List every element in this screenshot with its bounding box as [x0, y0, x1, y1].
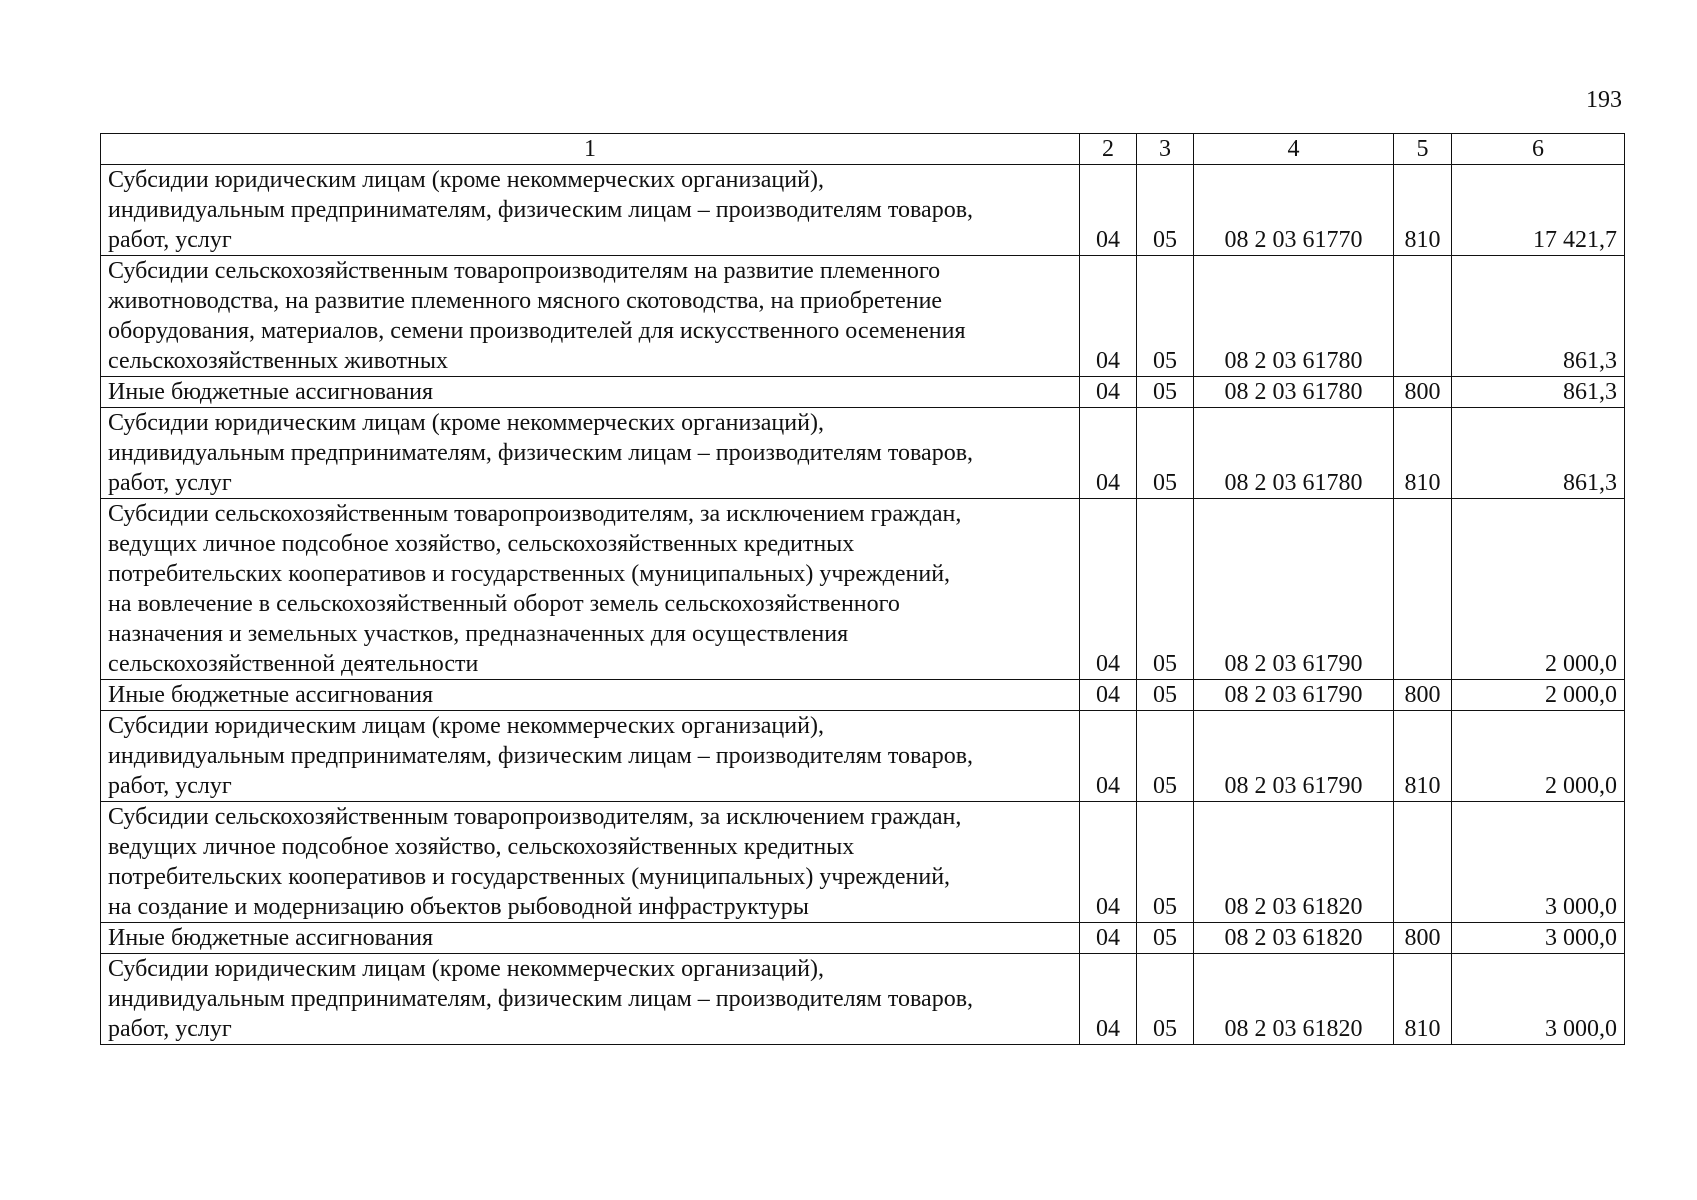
header-row — [101, 134, 1625, 165]
description-line: Субсидии юридическим лицам (кроме некоммерческих организаций), — [108, 713, 824, 739]
description-line: Субсидии сельскохозяйственным товаропроизводителям, за исключением граждан, — [108, 501, 962, 527]
description-line: сельскохозяйственных животных — [108, 348, 448, 374]
row-section-code: 04 — [1080, 802, 1137, 923]
row-amount: 17 421,7 — [1452, 165, 1625, 256]
page-number: 193 — [1586, 87, 1622, 113]
column-header-3: 3 — [1137, 134, 1194, 165]
row-subsection-code: 05 — [1137, 377, 1194, 408]
row-expense-type-code: 800 — [1394, 923, 1452, 954]
table-row — [101, 923, 1625, 954]
row-subsection-code: 05 — [1137, 499, 1194, 680]
row-section-code: 04 — [1080, 499, 1137, 680]
description-line: индивидуальным предпринимателям, физическим лицам – производителям товаров, — [108, 197, 974, 223]
description-line: Субсидии юридическим лицам (кроме некоммерческих организаций), — [108, 410, 824, 436]
row-section-code: 04 — [1080, 377, 1137, 408]
row-amount: 861,3 — [1452, 377, 1625, 408]
row-section-code: 04 — [1080, 256, 1137, 377]
row-description — [101, 954, 1080, 1045]
row-target-article-code: 08 2 03 61820 — [1194, 923, 1394, 954]
description-line: Субсидии сельскохозяйственным товаропроизводителям на развитие племенного — [108, 258, 941, 284]
row-subsection-code: 05 — [1137, 923, 1194, 954]
row-section-code: 04 — [1080, 680, 1137, 711]
table-row — [101, 408, 1625, 499]
column-header-4: 4 — [1194, 134, 1394, 165]
row-description — [101, 377, 1080, 408]
description-line: на вовлечение в сельскохозяйственный оборот земель сельскохозяйственного — [108, 591, 900, 617]
row-amount: 2 000,0 — [1452, 499, 1625, 680]
description-line: назначения и земельных участков, предназначенных для осуществления — [108, 621, 849, 647]
description-line: на создание и модернизацию объектов рыбоводной инфраструктуры — [108, 894, 809, 920]
row-target-article-code: 08 2 03 61790 — [1194, 680, 1394, 711]
description-line: работ, услуг — [108, 470, 232, 496]
row-expense-type-code: 800 — [1394, 680, 1452, 711]
row-expense-type-code — [1394, 499, 1452, 680]
row-amount: 2 000,0 — [1452, 680, 1625, 711]
row-target-article-code: 08 2 03 61780 — [1194, 377, 1394, 408]
column-header-6: 6 — [1452, 134, 1625, 165]
column-header-1: 1 — [101, 134, 1080, 165]
table-header — [101, 134, 1625, 165]
budget-table — [100, 133, 1625, 1045]
row-section-code: 04 — [1080, 165, 1137, 256]
row-target-article-code: 08 2 03 61780 — [1194, 408, 1394, 499]
row-target-article-code: 08 2 03 61820 — [1194, 954, 1394, 1045]
description-line: ведущих личное подсобное хозяйство, сельскохозяйственных кредитных — [108, 834, 855, 860]
row-amount: 861,3 — [1452, 256, 1625, 377]
row-expense-type-code: 800 — [1394, 377, 1452, 408]
row-description — [101, 499, 1080, 680]
description-line: работ, услуг — [108, 1016, 232, 1042]
row-section-code: 04 — [1080, 711, 1137, 802]
description-line: Субсидии юридическим лицам (кроме некоммерческих организаций), — [108, 956, 824, 982]
row-expense-type-code: 810 — [1394, 711, 1452, 802]
description-line: сельскохозяйственной деятельности — [108, 651, 479, 677]
description-line: индивидуальным предпринимателям, физическим лицам – производителям товаров, — [108, 986, 974, 1012]
row-expense-type-code: 810 — [1394, 954, 1452, 1045]
row-target-article-code: 08 2 03 61790 — [1194, 499, 1394, 680]
description-line: работ, услуг — [108, 227, 232, 253]
description-line: Субсидии юридическим лицам (кроме некоммерческих организаций), — [108, 167, 824, 193]
row-amount: 2 000,0 — [1452, 711, 1625, 802]
row-subsection-code: 05 — [1137, 711, 1194, 802]
row-description — [101, 802, 1080, 923]
row-description — [101, 256, 1080, 377]
description-line: индивидуальным предпринимателям, физическим лицам – производителям товаров, — [108, 743, 974, 769]
row-amount: 3 000,0 — [1452, 954, 1625, 1045]
column-header-2: 2 — [1080, 134, 1137, 165]
description-line: животноводства, на развитие племенного мясного скотоводства, на приобретение — [108, 288, 943, 314]
description-line: Иные бюджетные ассигнования — [108, 379, 433, 405]
row-section-code: 04 — [1080, 923, 1137, 954]
row-section-code: 04 — [1080, 408, 1137, 499]
row-amount: 3 000,0 — [1452, 923, 1625, 954]
row-expense-type-code: 810 — [1394, 165, 1452, 256]
table-row — [101, 499, 1625, 680]
description-line: потребительских кооперативов и государственных (муниципальных) учреждений, — [108, 561, 951, 587]
description-line: Иные бюджетные ассигнования — [108, 925, 433, 951]
row-description — [101, 165, 1080, 256]
description-line: работ, услуг — [108, 773, 232, 799]
row-subsection-code: 05 — [1137, 954, 1194, 1045]
row-subsection-code: 05 — [1137, 165, 1194, 256]
row-description — [101, 711, 1080, 802]
row-target-article-code: 08 2 03 61770 — [1194, 165, 1394, 256]
description-line: Субсидии сельскохозяйственным товаропроизводителям, за исключением граждан, — [108, 804, 962, 830]
row-subsection-code: 05 — [1137, 256, 1194, 377]
table-row — [101, 680, 1625, 711]
row-target-article-code: 08 2 03 61820 — [1194, 802, 1394, 923]
column-header-5: 5 — [1394, 134, 1452, 165]
description-line: потребительских кооперативов и государственных (муниципальных) учреждений, — [108, 864, 951, 890]
row-expense-type-code — [1394, 256, 1452, 377]
table-row — [101, 954, 1625, 1045]
row-section-code: 04 — [1080, 954, 1137, 1045]
table-body — [101, 165, 1625, 1045]
row-description — [101, 408, 1080, 499]
row-target-article-code: 08 2 03 61790 — [1194, 711, 1394, 802]
row-description — [101, 923, 1080, 954]
row-subsection-code: 05 — [1137, 408, 1194, 499]
description-line: оборудования, материалов, семени производителей для искусственного осеменения — [108, 318, 966, 344]
row-expense-type-code: 810 — [1394, 408, 1452, 499]
description-line: индивидуальным предпринимателям, физическим лицам – производителям товаров, — [108, 440, 974, 466]
row-subsection-code: 05 — [1137, 802, 1194, 923]
table-row — [101, 377, 1625, 408]
row-description — [101, 680, 1080, 711]
description-line: Иные бюджетные ассигнования — [108, 682, 433, 708]
table-row — [101, 711, 1625, 802]
row-subsection-code: 05 — [1137, 680, 1194, 711]
description-line: ведущих личное подсобное хозяйство, сельскохозяйственных кредитных — [108, 531, 855, 557]
row-amount: 861,3 — [1452, 408, 1625, 499]
row-amount: 3 000,0 — [1452, 802, 1625, 923]
row-expense-type-code — [1394, 802, 1452, 923]
table-row — [101, 256, 1625, 377]
table-row — [101, 802, 1625, 923]
row-target-article-code: 08 2 03 61780 — [1194, 256, 1394, 377]
table-row — [101, 165, 1625, 256]
